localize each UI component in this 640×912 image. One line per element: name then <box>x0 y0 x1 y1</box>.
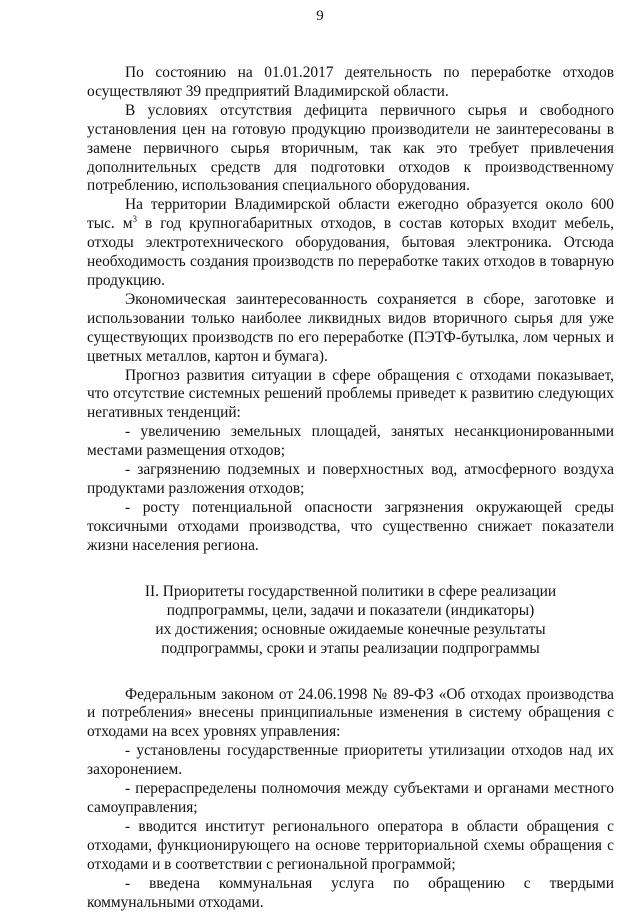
heading-line: II. Приоритеты государственной политики в сфере реализации <box>144 582 557 600</box>
list-item-powers: - перераспределены полномочия между субъектами и органами местного самоуправления; <box>87 780 614 816</box>
list-item-water-pollution: - загрязнению подземных и поверхностных вод, атмосферного воздуха продуктами разложения отходов; <box>87 461 614 497</box>
paragraph-federal-law: Федеральным законом от 24.06.1998 № 89-ФЗ «Об отходах производства и потребления» внесены принципиальные изменения в систему обращения с отходами на всех уровнях управления: <box>87 685 614 741</box>
paragraph-forecast: Прогноз развития ситуации в сфере обращения с отходами показывает, что отсутствие системных решений проблемы приведет к развитию следующих негативных тенденций: <box>87 366 614 422</box>
heading-line: их достижения; основные ожидаемые конечные результаты <box>155 620 546 638</box>
page-number: 9 <box>316 8 324 24</box>
list-item-land-area: - увеличению земельных площадей, занятых несанкционированными местами размещения отходов; <box>87 423 614 460</box>
list-item-toxic-danger: - росту потенциальной опасности загрязнения окружающей среды токсичными отходами производства, что существенно снижает показатели жизни населения региона. <box>87 498 614 554</box>
list-item-priorities: - установлены государственные приоритеты утилизации отходов над их захоронением. <box>87 742 614 779</box>
list-item-regional-operator: - вводится институт регионального оператора в области обращения с отходами, функционирующего на основе территориальной схемы обращения с отходами и в соответствии с региональной программой; <box>87 817 614 873</box>
paragraph-enterprises: По состоянию на 01.01.2017 деятельность по переработке отходов осуществляют 39 предприятий Владимирской области. <box>87 64 614 100</box>
list-item-utility-service: - введена коммунальная услуга по обращению с твердыми коммунальными отходами. <box>87 874 614 911</box>
heading-line: подпрограммы, сроки и этапы реализации подпрограммы <box>161 639 540 657</box>
cubic-superscript: 3 <box>132 214 137 225</box>
paragraph-economic-interest: Экономическая заинтересованность сохраняется в сборе, заготовке и использовании только наиболее ликвидных видов вторичного сырья для уже существующих производств по его переработке (ПЭТФ-бутылка, лом черных и цветных металлов, картон и бумага). <box>87 290 614 365</box>
bulky-waste-text-end: в год крупногабаритных отходов, в состав которых входит мебель, отходы электротехнического оборудования, бытовая электроника. Отсюда необходимость создания производств по переработке таких отходов в товарную продукцию. <box>87 215 614 289</box>
paragraph-raw-materials: В условиях отсутствия дефицита первичного сырья и свободного установления цен на готовую продукцию производители не заинтересованы в замене первичного сырья вторичным, так как это требует привлечения дополнительных средств для подготовки отходов к производственному потреблению, использования специального оборудования. <box>87 101 614 195</box>
heading-line: подпрограммы, цели, задачи и показатели (индикаторы) <box>166 601 535 619</box>
document-body <box>87 64 614 912</box>
paragraph-bulky-waste <box>87 196 614 291</box>
bulky-waste-text-start: На территории Владимирской области ежегодно образуется около 600 тыс. м <box>87 196 614 233</box>
section-heading <box>87 582 614 658</box>
